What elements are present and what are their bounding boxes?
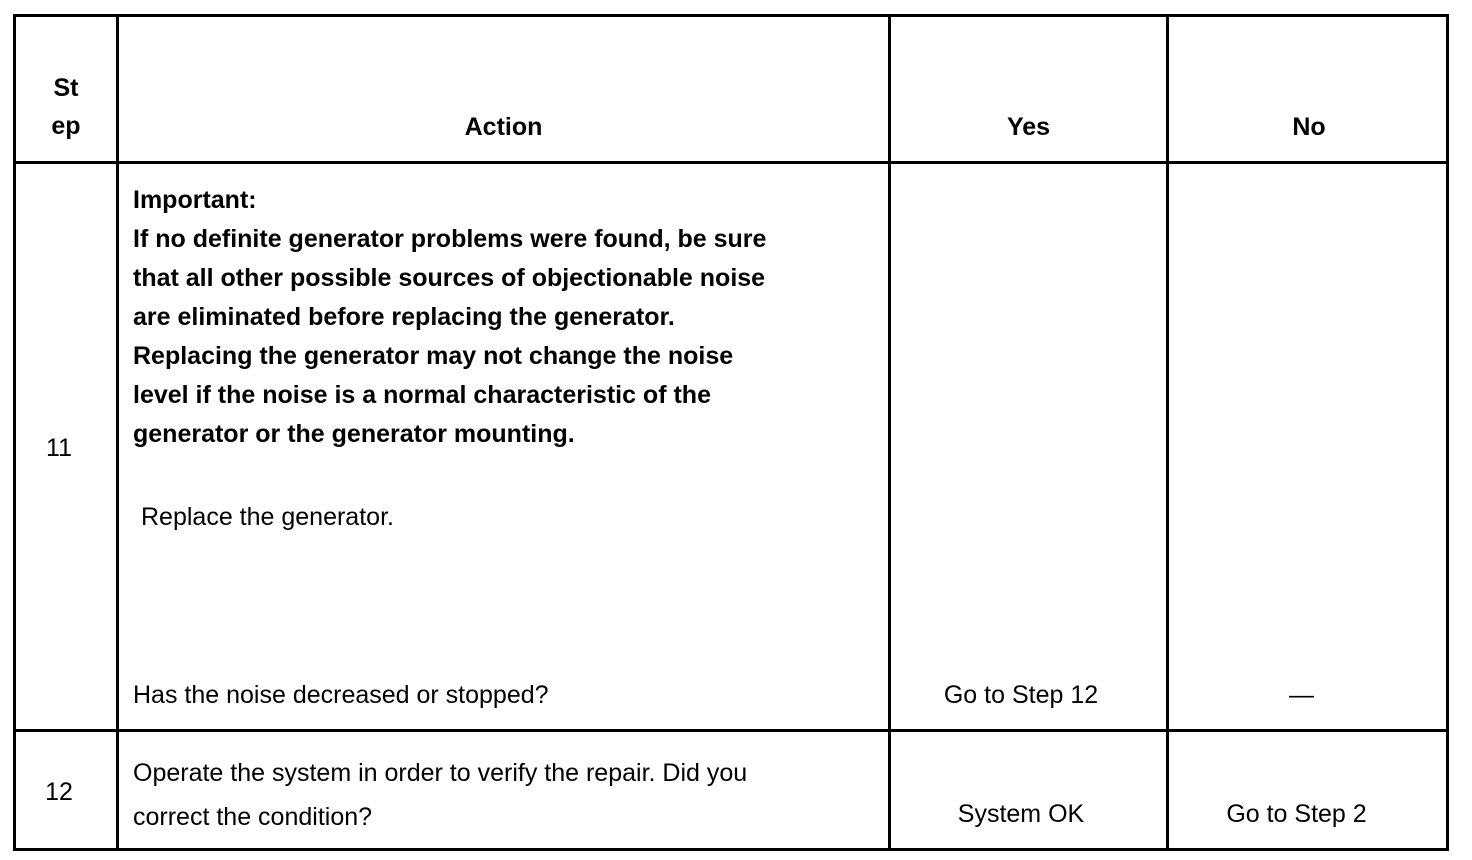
header-step-line2: ep [51, 112, 81, 140]
question-line: correct the condition? [133, 803, 373, 831]
header-action: Action [464, 113, 543, 141]
row-divider [16, 161, 1446, 164]
no-action: Go to Step 2 [1226, 800, 1367, 828]
important-line: that all other possible sources of objectionable noise [133, 264, 766, 292]
important-line: If no definite generator problems were found, be sure [133, 225, 767, 253]
important-label: Important: [133, 186, 257, 214]
step-number: 12 [45, 778, 73, 806]
header-step [16, 69, 116, 145]
important-line: are eliminated before replacing the generator. [133, 303, 675, 331]
header-step-line1: St [53, 74, 79, 102]
important-line: generator or the generator mounting. [133, 420, 575, 448]
diagnostic-table [13, 14, 1449, 851]
no-action: — [1289, 681, 1314, 709]
question-text: Has the noise decreased or stopped? [133, 681, 549, 709]
row-divider [16, 729, 1446, 732]
question-text [133, 751, 883, 839]
yes-action: System OK [957, 800, 1085, 828]
important-line: level if the noise is a normal characteristic of the [133, 381, 711, 409]
header-yes: Yes [1006, 113, 1051, 141]
instruction-text: Replace the generator. [141, 503, 394, 531]
important-note [133, 181, 883, 454]
important-line: Replacing the generator may not change the noise [133, 342, 734, 370]
question-line: Operate the system in order to verify the repair. Did you [133, 759, 748, 787]
yes-action: Go to Step 12 [943, 681, 1099, 709]
step-number: 11 [46, 434, 72, 462]
header-no: No [1292, 113, 1326, 141]
